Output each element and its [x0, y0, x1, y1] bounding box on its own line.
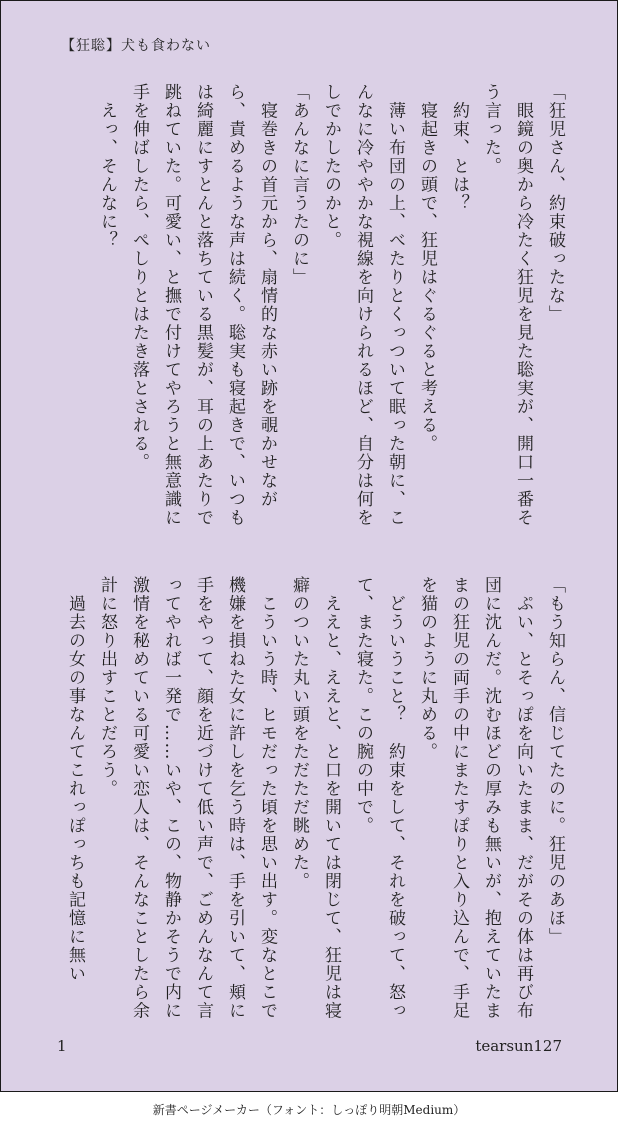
paragraph: 「もう知らん、信じてたのに。狂児のあほ」	[545, 576, 565, 946]
paragraph: 約束、とは？	[449, 83, 469, 213]
paragraph: えっ、そんなに？	[97, 83, 117, 250]
text-block-top	[51, 83, 571, 533]
paragraph: 眼鏡の奥から冷たく狂児を見た聡実が、開口一番そう言った。	[481, 83, 533, 527]
paragraph: ぷい、とそっぽを向いたまま、だがその体は再び布団に沈んだ。沈むほどの厚みも無いが、抱えていたままの狂児の両手の中にまたすぽりと入り込んで、手足を猫のように丸める。	[417, 576, 533, 1020]
paragraph: 「あんなに言うたのに」	[289, 83, 309, 287]
paragraph: 「狂児さん、約束破ったな」	[545, 83, 565, 324]
paragraph: 薄い布団の上、べたりとくっついて眠った朝に、こんなに冷ややかな視線を向けられるほど、自分は何をしでかしたのかと。	[321, 83, 405, 527]
text-block-bottom	[51, 576, 571, 1026]
paragraph: どういうこと？ 約束をして、それを破って、怒って、また寝た。この腕の中で。	[353, 576, 405, 1020]
page-title: 【狂聡】犬も食わない	[61, 38, 211, 54]
tool-credit: 新書ページメーカー（フォント：しっぽり明朝Medium）	[152, 1103, 466, 1117]
paragraph: 寝巻きの首元から、扇情的な赤い跡を覗かせながら、責めるような声は続く。聡実も寝起きで、いつもは綺麗にすとんと落ちている黒髪が、耳の上あたりで跳ねていた。可愛い、と撫で付けてやろうと無意識に手を伸ばしたら、ぺしりとはたき落とされる。	[129, 83, 277, 527]
paragraph: 寝起きの頭で、狂児はぐるぐると考える。	[417, 83, 437, 453]
paragraph: 過去の女の事なんてこれっぽっちも記憶に無い	[65, 576, 85, 983]
page-number: 1	[57, 1037, 67, 1055]
author-name: tearsun127	[475, 1037, 562, 1055]
paragraph: ええと、ええと、と口を開いては閉じて、狂児は寝癖のついた丸い頭をただただ眺めた。	[289, 576, 341, 1020]
paragraph: こういう時、ヒモだった頃を思い出す。変なとこで機嫌を損ねた女に許しを乞う時は、手を引いて、頬に手をやって、顔を近づけて低い声で、ごめんなんて言ってやれば一発で……いや、この、物静かそうで内に激情を秘めている可愛い恋人は、そんなことしたら余計に怒り出すことだろう。	[97, 576, 277, 1020]
